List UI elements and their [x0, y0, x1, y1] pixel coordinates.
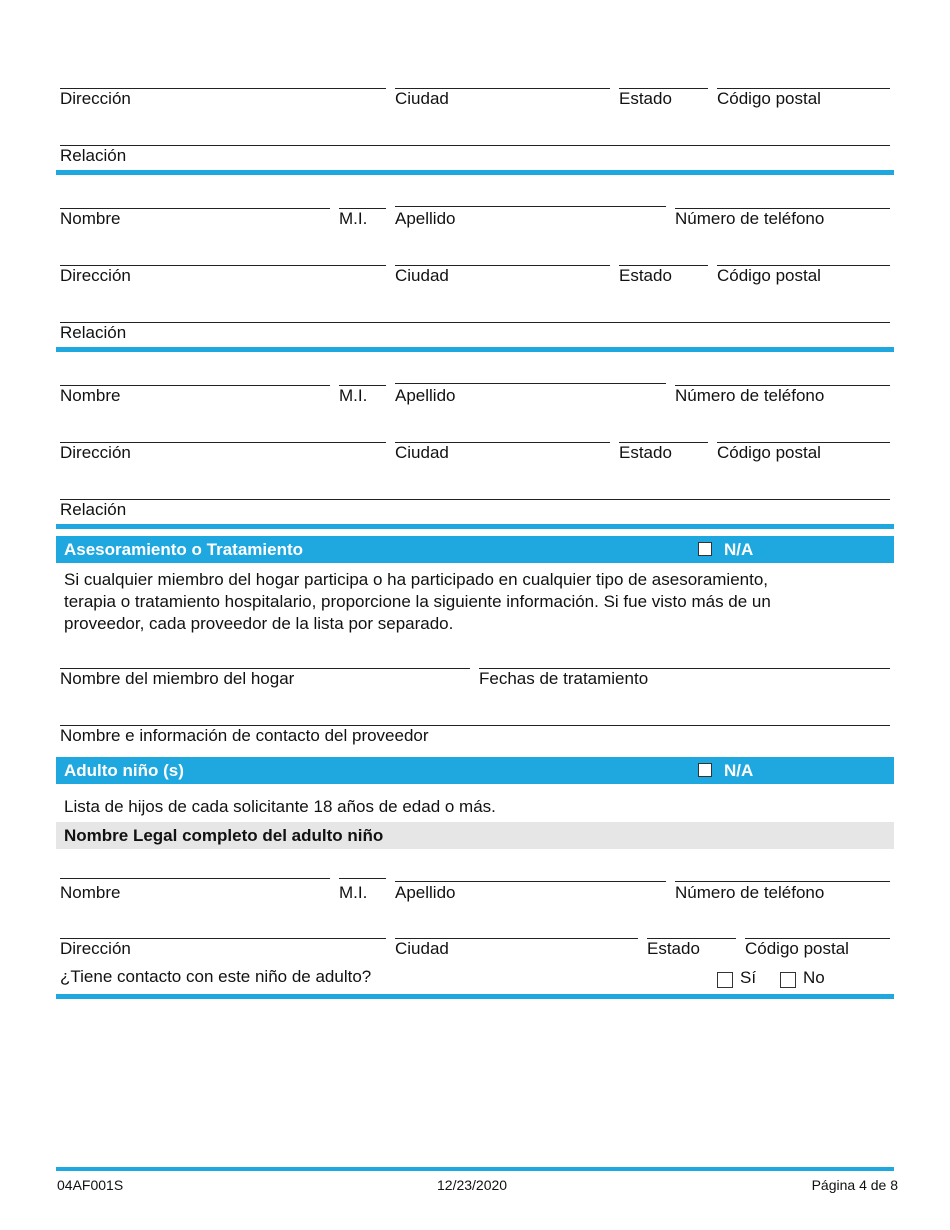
- state-field-3[interactable]: [619, 442, 708, 469]
- zip-label: Código postal: [717, 266, 821, 285]
- counseling-na-checkbox[interactable]: [698, 542, 712, 556]
- provider-field[interactable]: [60, 725, 890, 752]
- adult-child-subheader-label: Nombre Legal completo del adulto niño: [64, 826, 384, 845]
- state-field-1[interactable]: [619, 88, 708, 115]
- zip-label: Código postal: [745, 939, 849, 958]
- mi-field-2[interactable]: [339, 208, 386, 235]
- counseling-na-label: N/A: [724, 540, 754, 559]
- adult-children-instruction: Lista de hijos de cada solicitante 18 años de edad o más.: [64, 797, 496, 816]
- adult-child-city-field[interactable]: [395, 938, 638, 965]
- adult-child-phone-field[interactable]: [675, 881, 890, 908]
- first-name-field-2[interactable]: [60, 208, 330, 235]
- phone-label: Número de teléfono: [675, 209, 825, 228]
- first-name-field-3[interactable]: [60, 385, 330, 412]
- first-name-label: Nombre: [60, 386, 121, 405]
- address-label: Dirección: [60, 266, 131, 285]
- city-label: Ciudad: [395, 939, 449, 958]
- description-line: terapia o tratamiento hospitalario, proporcione la siguiente información. Si fue visto más de un: [64, 592, 771, 611]
- city-field-1[interactable]: [395, 88, 610, 115]
- adult-child-subheader: [56, 822, 894, 849]
- section-divider: [56, 347, 894, 352]
- footer-divider: [56, 1167, 894, 1171]
- state-label: Estado: [619, 443, 672, 462]
- contact-yes-checkbox[interactable]: [717, 972, 733, 988]
- form-id: 04AF001S: [57, 1177, 124, 1193]
- adult-children-title: Adulto niño (s): [64, 761, 184, 780]
- adult-child-zip-field[interactable]: [745, 938, 890, 965]
- section-divider: [56, 994, 894, 999]
- zip-field-2[interactable]: [717, 265, 890, 292]
- address-label: Dirección: [60, 939, 131, 958]
- household-member-field[interactable]: [60, 668, 470, 695]
- zip-field-1[interactable]: [717, 88, 890, 115]
- provider-label: Nombre e información de contacto del proveedor: [60, 726, 429, 745]
- zip-field-3[interactable]: [717, 442, 890, 469]
- adult-child-state-field[interactable]: [647, 938, 736, 965]
- section-divider: [56, 170, 894, 175]
- mi-label: M.I.: [339, 386, 368, 405]
- last-name-field-3[interactable]: [395, 383, 666, 410]
- adult-child-first-name-field[interactable]: [60, 878, 330, 905]
- contact-no-label: No: [803, 968, 825, 987]
- relationship-field-3[interactable]: [60, 499, 890, 526]
- relationship-label: Relación: [60, 323, 127, 342]
- state-label: Estado: [647, 939, 700, 958]
- description-line: Si cualquier miembro del hogar participa o ha participado en cualquier tipo de asesoramiento,: [64, 570, 769, 589]
- first-name-label: Nombre: [60, 209, 121, 228]
- counseling-description: [64, 569, 884, 635]
- last-name-label: Apellido: [395, 883, 456, 902]
- adult-children-na-label: N/A: [724, 761, 754, 780]
- mi-field-3[interactable]: [339, 385, 386, 412]
- city-field-2[interactable]: [395, 265, 610, 292]
- contact-no-checkbox[interactable]: [780, 972, 796, 988]
- relationship-label: Relación: [60, 146, 127, 165]
- counseling-header: [56, 536, 894, 563]
- household-member-label: Nombre del miembro del hogar: [60, 669, 295, 688]
- last-name-field-2[interactable]: [395, 206, 666, 233]
- counseling-title: Asesoramiento o Tratamiento: [64, 540, 304, 559]
- city-label: Ciudad: [395, 443, 449, 462]
- phone-field-3[interactable]: [675, 385, 890, 412]
- city-label: Ciudad: [395, 89, 449, 108]
- relationship-label: Relación: [60, 500, 127, 519]
- relationship-field-2[interactable]: [60, 322, 890, 349]
- zip-label: Código postal: [717, 89, 821, 108]
- phone-label: Número de teléfono: [675, 386, 825, 405]
- city-field-3[interactable]: [395, 442, 610, 469]
- state-label: Estado: [619, 266, 672, 285]
- section-divider: [56, 524, 894, 529]
- treatment-dates-label: Fechas de tratamiento: [479, 669, 649, 688]
- state-field-2[interactable]: [619, 265, 708, 292]
- last-name-label: Apellido: [395, 209, 456, 228]
- city-label: Ciudad: [395, 266, 449, 285]
- treatment-dates-field[interactable]: [479, 668, 890, 695]
- adult-child-last-name-field[interactable]: [395, 881, 666, 908]
- mi-label: M.I.: [339, 883, 368, 902]
- adult-child-address-field[interactable]: [60, 938, 386, 965]
- address-field-2[interactable]: [60, 265, 386, 292]
- form-date: 12/23/2020: [437, 1177, 508, 1193]
- phone-field-2[interactable]: [675, 208, 890, 235]
- contact-yes-label: Sí: [740, 968, 757, 987]
- first-name-label: Nombre: [60, 883, 121, 902]
- address-label: Dirección: [60, 443, 131, 462]
- address-label: Dirección: [60, 89, 131, 108]
- phone-label: Número de teléfono: [675, 883, 825, 902]
- relationship-field-1[interactable]: [60, 145, 890, 172]
- contact-question: ¿Tiene contacto con este niño de adulto?: [60, 967, 372, 986]
- state-label: Estado: [619, 89, 672, 108]
- adult-children-header: [56, 757, 894, 784]
- adult-children-na-checkbox[interactable]: [698, 763, 712, 777]
- mi-label: M.I.: [339, 209, 368, 228]
- adult-child-mi-field[interactable]: [339, 878, 386, 905]
- address-field-3[interactable]: [60, 442, 386, 469]
- address-field-1[interactable]: [60, 88, 386, 115]
- description-line: proveedor, cada proveedor de la lista por separado.: [64, 614, 454, 633]
- last-name-label: Apellido: [395, 386, 456, 405]
- zip-label: Código postal: [717, 443, 821, 462]
- page-number: Página 4 de 8: [811, 1177, 898, 1193]
